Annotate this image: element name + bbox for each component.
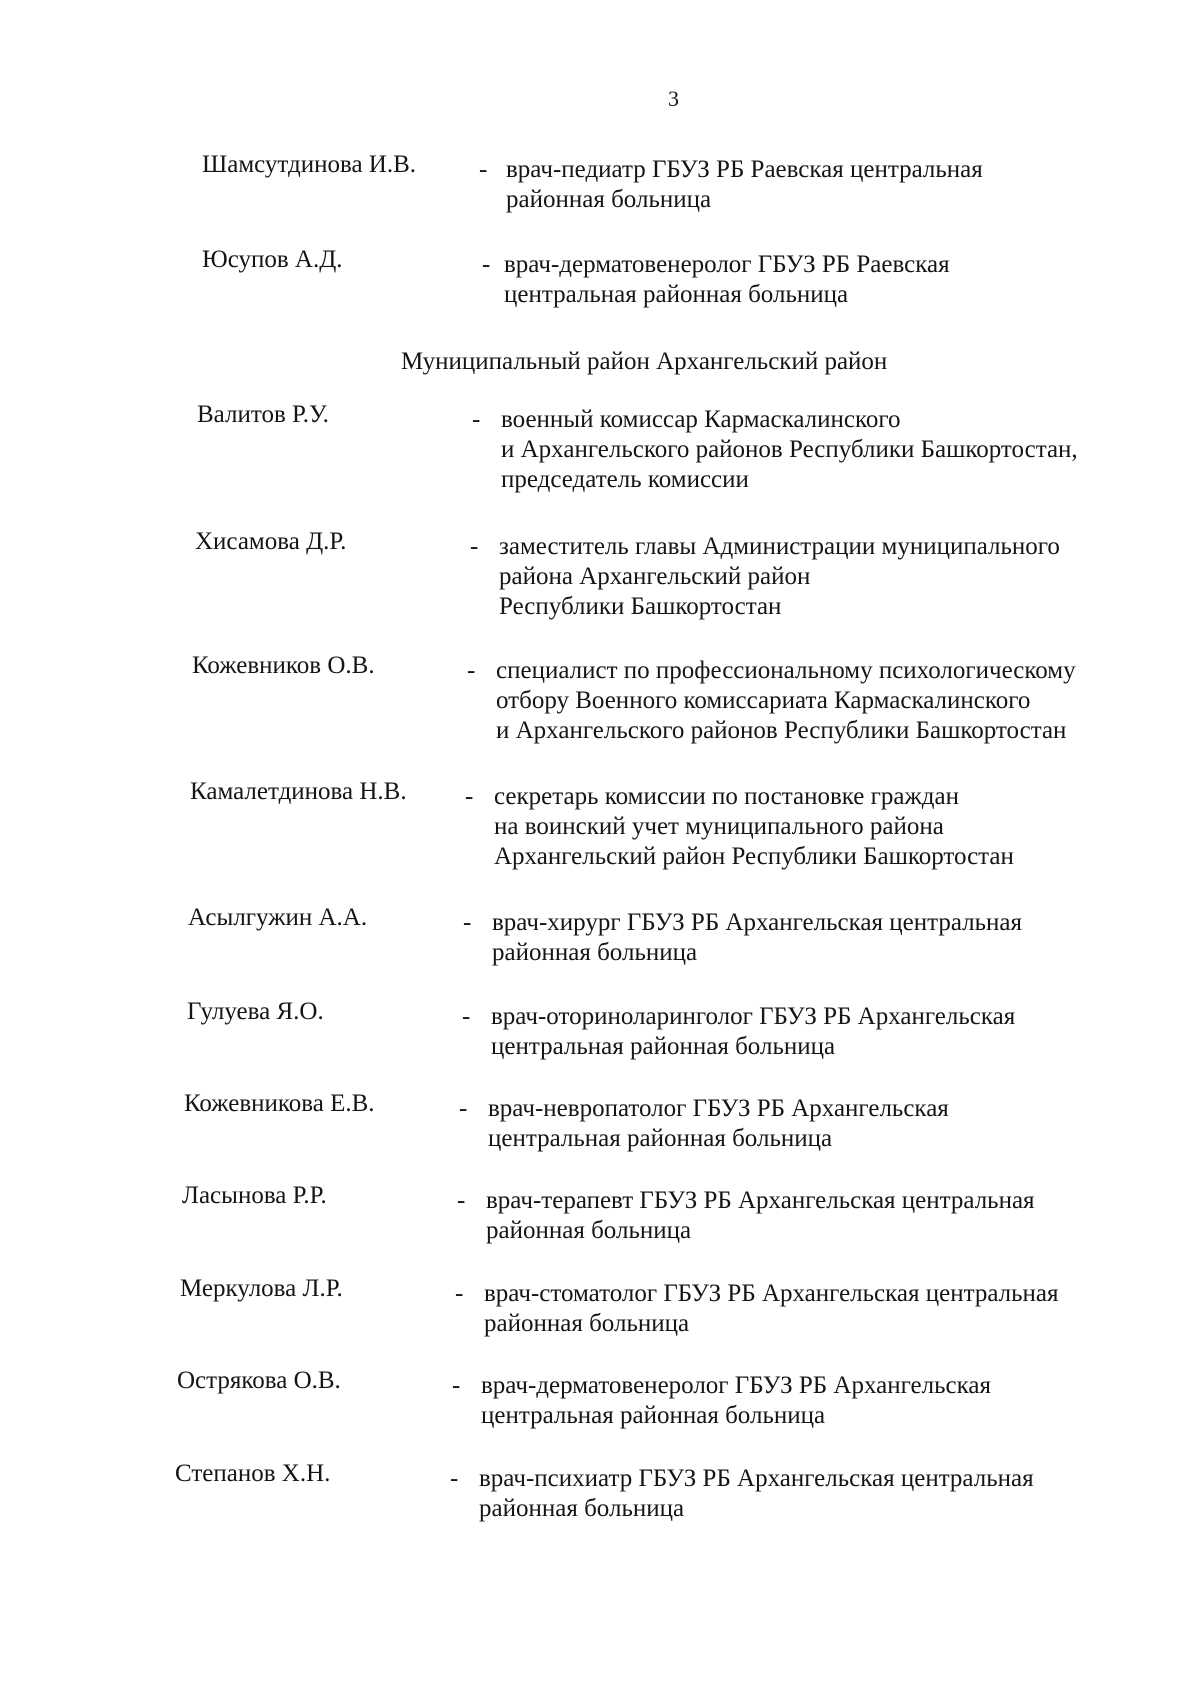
position-line: районная больница bbox=[479, 1495, 685, 1522]
member-position bbox=[494, 782, 1014, 872]
dash-separator: - bbox=[465, 783, 474, 810]
position-line: врач-невропатолог ГБУЗ РБ Архангельская bbox=[488, 1095, 949, 1122]
dash-separator: - bbox=[482, 251, 491, 278]
member-name: Хисамова Д.Р. bbox=[195, 528, 347, 555]
position-line: Республики Башкортостан bbox=[499, 593, 782, 620]
dash-separator: - bbox=[472, 406, 481, 433]
member-position bbox=[506, 155, 983, 215]
position-line: районная больница bbox=[486, 1217, 692, 1244]
member-name: Кожевникова Е.В. bbox=[184, 1090, 375, 1117]
member-name: Камалетдинова Н.В. bbox=[190, 778, 407, 805]
section-heading: Муниципальный район Архангельский район bbox=[401, 348, 888, 375]
dash-separator: - bbox=[470, 533, 479, 560]
position-line: районная больница bbox=[506, 186, 712, 213]
position-line: центральная районная больница bbox=[481, 1402, 826, 1429]
member-name: Асылгужин А.А. bbox=[188, 904, 368, 931]
position-line: и Архангельского районов Республики Башкортостан, bbox=[501, 436, 1078, 463]
member-position bbox=[504, 250, 950, 310]
member-name: Меркулова Л.Р. bbox=[180, 1275, 343, 1302]
position-line: районная больница bbox=[484, 1310, 690, 1337]
position-line: председатель комиссии bbox=[501, 466, 749, 493]
dash-separator: - bbox=[452, 1372, 461, 1399]
member-position bbox=[484, 1279, 1059, 1339]
position-line: специалист по профессиональному психологическому bbox=[496, 657, 1076, 684]
position-line: Архангельский район Республики Башкортостан bbox=[494, 843, 1014, 870]
position-line: врач-стоматолог ГБУЗ РБ Архангельская центральная bbox=[484, 1280, 1059, 1307]
dash-separator: - bbox=[450, 1465, 459, 1492]
member-name: Юсупов А.Д. bbox=[202, 246, 343, 273]
position-line: врач-педиатр ГБУЗ РБ Раевская центральная bbox=[506, 156, 983, 183]
dash-separator: - bbox=[457, 1187, 466, 1214]
member-position bbox=[492, 908, 1022, 968]
member-name: Кожевников О.В. bbox=[192, 652, 375, 679]
position-line: центральная районная больница bbox=[504, 281, 849, 308]
dash-separator: - bbox=[462, 1003, 471, 1030]
member-position bbox=[488, 1094, 949, 1154]
position-line: врач-дерматовенеролог ГБУЗ РБ Раевская bbox=[504, 251, 950, 278]
position-line: врач-хирург ГБУЗ РБ Архангельская центральная bbox=[492, 909, 1022, 936]
dash-separator: - bbox=[455, 1280, 464, 1307]
member-position bbox=[501, 405, 1078, 495]
member-name: Шамсутдинова И.В. bbox=[202, 151, 417, 178]
member-name: Валитов Р.У. bbox=[197, 401, 329, 428]
member-name: Степанов Х.Н. bbox=[175, 1460, 331, 1487]
member-position bbox=[499, 532, 1060, 622]
dash-separator: - bbox=[479, 156, 488, 183]
position-line: и Архангельского районов Республики Башкортостан bbox=[496, 717, 1067, 744]
position-line: заместитель главы Администрации муниципального bbox=[499, 533, 1060, 560]
dash-separator: - bbox=[459, 1095, 468, 1122]
member-name: Острякова О.В. bbox=[177, 1367, 341, 1394]
member-name: Гулуева Я.О. bbox=[187, 998, 324, 1025]
position-line: врач-терапевт ГБУЗ РБ Архангельская центральная bbox=[486, 1187, 1035, 1214]
member-position bbox=[496, 656, 1076, 746]
position-line: врач-оториноларинголог ГБУЗ РБ Архангельская bbox=[491, 1003, 1016, 1030]
position-line: военный комиссар Кармаскалинского bbox=[501, 406, 901, 433]
member-position bbox=[479, 1464, 1034, 1524]
member-position bbox=[491, 1002, 1015, 1062]
member-name: Ласынова Р.Р. bbox=[182, 1182, 327, 1209]
dash-separator: - bbox=[463, 909, 472, 936]
member-position bbox=[486, 1186, 1035, 1246]
position-line: центральная районная больница bbox=[491, 1033, 836, 1060]
dash-separator: - bbox=[467, 657, 476, 684]
member-position bbox=[481, 1371, 991, 1431]
position-line: районная больница bbox=[492, 939, 698, 966]
position-line: отбору Военного комиссариата Кармаскалинского bbox=[496, 687, 1031, 714]
position-line: врач-дерматовенеролог ГБУЗ РБ Архангельская bbox=[481, 1372, 991, 1399]
position-line: района Архангельский район bbox=[499, 563, 811, 590]
position-line: на воинский учет муниципального района bbox=[494, 813, 944, 840]
position-line: секретарь комиссии по постановке граждан bbox=[494, 783, 959, 810]
position-line: врач-психиатр ГБУЗ РБ Архангельская центральная bbox=[479, 1465, 1034, 1492]
page-number: 3 bbox=[668, 86, 679, 111]
position-line: центральная районная больница bbox=[488, 1125, 833, 1152]
